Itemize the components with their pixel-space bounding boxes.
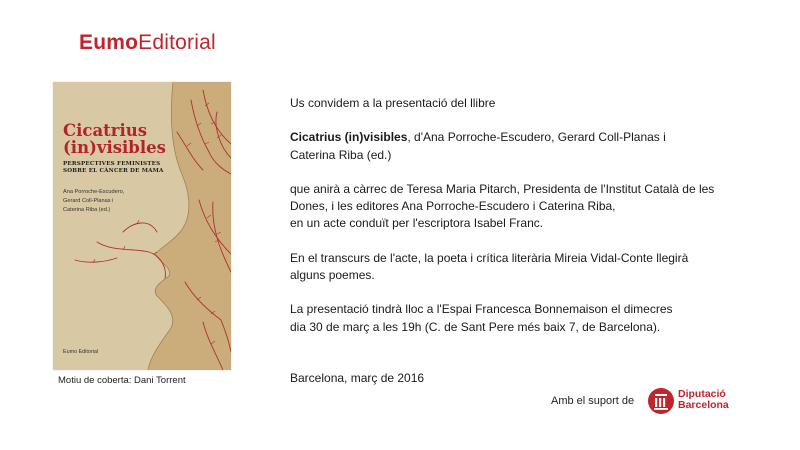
venue-line1: La presentació tindrà lloc a l'Espai Francesca Bonnemaison el dimecres	[290, 302, 673, 317]
reading-line2: alguns poemes.	[290, 267, 375, 282]
cover-credit-caption: Motiu de coberta: Dani Torrent	[58, 375, 186, 386]
book-title: Cicatrius (in)visibles	[290, 130, 408, 145]
presenter-line2: Dones, i les editores Ana Porroche-Escudero i Caterina Riba,	[290, 199, 616, 214]
venue-line2: dia 30 de març a les 19h (C. de Sant Pere més baix 7, de Barcelona).	[290, 319, 661, 334]
intro-paragraph	[290, 95, 760, 112]
book-authors-line1: , d'Ana Porroche-Escudero, Gerard Coll-Planas i	[407, 130, 666, 145]
cover-subtitle	[63, 161, 164, 175]
cover-title-line1: Cicatrius	[63, 121, 148, 140]
invitation-text	[290, 95, 760, 404]
cover-author-line: Caterina Riba (ed.)	[63, 207, 111, 213]
book-paragraph	[290, 129, 760, 163]
sponsor-name-line2: Barcelona	[678, 399, 729, 411]
book-cover	[53, 82, 231, 370]
cover-subtitle-line1: PERSPECTIVES FEMINISTES	[63, 161, 161, 167]
diputacio-barcelona-name	[678, 389, 729, 411]
intro-text: Us convidem a la presentació del llibre	[290, 96, 496, 110]
logo-light-text: Editorial	[138, 31, 216, 54]
cover-publisher: Eumo Editorial	[63, 349, 99, 355]
presenter-line3: en un acte conduït per l'escriptora Isabel Franc.	[290, 216, 544, 231]
cover-title-line2: (in)visibles	[63, 138, 166, 157]
diputacio-barcelona-icon	[648, 388, 674, 414]
cover-author-line: Gerard Coll-Planas i	[63, 198, 114, 204]
sponsor-name-line1: Diputació	[678, 388, 726, 400]
reading-line1: En el transcurs de l'acte, la poeta i crítica literària Mireia Vidal-Conte llegirà	[290, 250, 689, 265]
cover-authors	[63, 188, 124, 215]
venue-paragraph	[290, 301, 760, 335]
signoff-text: Barcelona, març de 2016	[290, 370, 425, 385]
signoff-paragraph	[290, 370, 760, 387]
cover-subtitle-line2: SOBRE EL CÀNCER DE MAMA	[63, 168, 164, 174]
reading-paragraph	[290, 250, 760, 284]
book-authors-line2: Caterina Riba (ed.)	[290, 147, 392, 162]
presenter-line1: que anirà a càrrec de Teresa Maria Pitarch, Presidenta de l'Institut Català de les	[290, 181, 715, 196]
logo-strong-text: Eumo	[79, 31, 139, 54]
presenter-paragraph	[290, 181, 760, 233]
sponsor-label: Amb el suport de	[551, 395, 635, 407]
cover-title	[63, 122, 166, 156]
eumo-editorial-logo	[79, 31, 216, 55]
cover-author-line: Ana Porroche-Escudero,	[63, 189, 125, 195]
